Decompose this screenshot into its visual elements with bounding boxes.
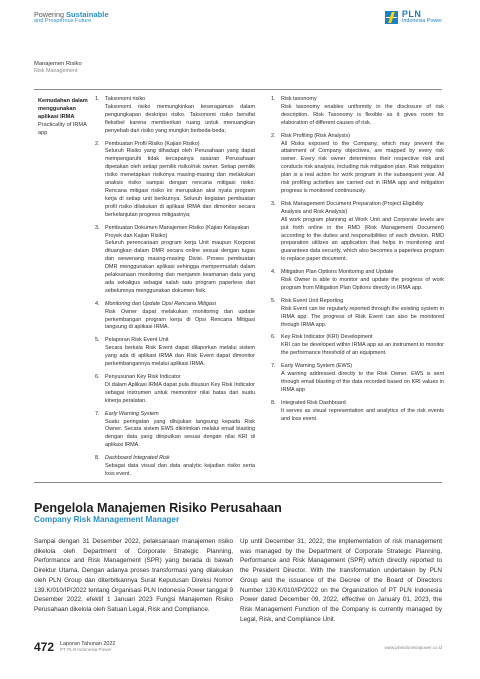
list-item: 7. Early Warning System (EWS) A warning addressed directly to the Risk Owner. EWS is sent through email blasting of the data recorded based on KRI values in IRMA app [271,363,444,393]
item-title: Monitoring dan Update Opsi Rencana Mitigasi [105,300,216,307]
item-title: Pelaporan Risk Event Unit [105,337,169,344]
item-title: Risk Profiling (Risk Analysis) [281,132,350,139]
item-title: Pembuatan Dokumen Manajemen Risiko (Kajian Kelayakan Proyek dan Kajian Risiko) [105,224,250,239]
list-item: 4. Monitoring dan Update Opsi Rencana Mitigasi Risk Owner dapat melakukan monitoring dan update perkembangan program kerja di Opsi Rencana Mitigasi langsung di aplikasi IRMA. [95,300,255,331]
company-name: PT PLN Indonesia Power [60,647,112,653]
website-link[interactable]: www.plnindonesiapower.co.id [384,645,442,650]
list-item: 6. Penyusunan Key Risk Indicator Di dalam Aplikasi IRMA dapat pula disusun Key Risk Indicator sebagai instrumen untuk memonitor nilai batas dari suatu kinerja peralatan. [95,374,255,404]
article-subtitle: Company Risk Management Manager [34,515,180,525]
section-title-id: Manajemen Risiko [34,61,82,67]
logo-name: PLN [401,9,422,19]
list-item: 2. Pembuatan Profil Risiko (Kajian Risiko) Seluruh Risiko yang dihadapi oleh Perusahaan yang dapat mempengaruhi tidak tercapainya sasaran Perusahaan dipetakan oleh setiap pemilik risiko/risk owner. Setiap pemilik risiko menetapkan risikonya masing-masing dan melakukan analisis risiko sampai dengan rencana mitigasi risiko. Rencana mitigasi risiko ini merupakan aksi nyata program kerja di setiap unit berikutnya. Seluruh kegiatan pembuatan profil risiko dilakukan di aplikasi IRMA dan dimonitor secara berkelanjutan progress mitigasinya; [95,140,255,218]
table-top-divider [34,89,442,90]
list-item: 5. Pelaporan Risk Event Unit Secara berkala Risk Event dapat dilaporkan melalui sistem yang ada di aplikasi IRMA dan Risk Event dapat dimonitor perkembangannya melalui aplikasi IRMA. [95,337,255,368]
list-item: 8. Dashboard Integrated Risk Sebagai data visual dan data analytic kejadian risiko serta loss event. [95,455,255,477]
item-desc: Seluruh perencanaan program kerja Unit maupun Korporat dituangkan dalam DMR secara online sesuai dengan tugas dan wewenang masing-masing Divisi. Proses pembuatan DMR menggunakan aplikasi sehingga mempermudah dalam pelaksanaan monitoring dan menjamin keamanan data yang ada sekaligus sebagai salah satu program paperless dari sebelumnya menggunakan dokumen fisik. [105,240,255,294]
item-title: Risk Event Unit Reporting [281,297,344,304]
item-desc: Risk Owner is able to monitor and update the progress of work program from Mitigation Plan Options directly in IRMA app. [281,277,444,291]
page-footer [34,640,115,654]
item-desc: KRI can be developed within IRMA app as an instrument to monitor the performance threshold of an equipment. [281,342,444,357]
item-title: Mitigation Plan Options Monitoring and Update [281,269,394,276]
list-item: 1. Risk taxonomy Risk taxonomy enables uniformity in the disclosure of risk description. Risk Taxonomy is flexible as it gives room for elaboration of different causes of risk. [271,96,444,126]
item-title: Pembuatan Profil Risiko (Kajian Risiko) [105,140,200,147]
item-title: Key Risk Indicator (KRI) Development [281,334,373,341]
list-item: 4. Mitigation Plan Options Monitoring and Update Risk Owner is able to monitor and update the progress of work program from Mitigation Plan Options directly in IRMA app. [271,269,444,291]
item-desc: Risk taxonomy enables uniformity in the disclosure of risk description. Risk Taxonomy is flexible as it gives room for elaboration of different causes of risk. [281,103,444,126]
list-item: 3. Risk Management Document Preparation (Project Eligibility Analysis and Risk Analysis) All work program planning at Work Unit and Corporate levels are put forth online in the RMD (Risk Management Document) according to the duties and responsibilities of each division. RMD preparation utilizes an application that helps in monitoring and guarantees data security, which also becomes a paperless program to replace paper document. [271,200,444,263]
section-title-en: Risk Management [34,68,78,75]
item-desc: Risk Event can be regularly reported through the existing system in IRMA app. The progress of Risk Event can also be monitored through IRMA app. [281,305,444,328]
item-title: Dashboard Integrated Risk [105,455,170,462]
indonesian-column [95,96,255,484]
list-item: 5. Risk Event Unit Reporting Risk Event can be regularly reported through the existing system in IRMA app. The progress of Risk Event can also be monitored through IRMA app. [271,297,444,328]
list-item: 6. Key Risk Indicator (KRI) Development KRI can be developed within IRMA app as an instrument to monitor the performance threshold of an equipment. [271,334,444,357]
table-bottom-divider [34,482,442,483]
paragraph-id: Sampai dengan 31 Desember 2022, pelaksanaan manajemen risiko dikelola oleh Department of Corporate Strategic Planning, Performance and Risk Management (SPR) yang berada di bawah Direktur Utama. Dengan adanya proses transformasi yang dilakukan oleh PLN Group dan diterbitkannya Surat Keputusan Direksi Nomor 139.K/010/IP/2022 tentang Organisasi PLN Indonesia Power tanggal 9 Desember 2022, efektif 1 Januari 2023 Fungsi Manajemen Risiko Perusahaan dikelola oleh Satuan Legal, Risk and Compliance. [34,538,233,613]
table-row-header [38,97,88,138]
item-desc: Sebagai data visual dan data analytic kejadian risiko serta loss event. [105,463,255,477]
item-desc: Seluruh Risiko yang dihadapi oleh Perusahaan yang dapat mempengaruhi tidak tercapainya sasaran Perusahaan dipetakan oleh setiap pemilik risiko/risk owner. Setiap pemilik risiko menetapkan risikonya masing-masing dan melakukan analisis risiko sampai dengan rencana mitigasi risiko. Rencana mitigasi risiko ini merupakan aksi nyata program kerja di setiap unit berikutnya. Seluruh kegiatan pembuatan profil risiko dilakukan di aplikasi IRMA dan dimonitor secara berkelanjutan progress mitigasinya; [105,148,255,218]
item-title: Risk taxonomy [281,96,317,102]
list-item: 7. Early Warning System Suatu peringatan yang ditujukan langsung kepada Risk Owner. Secara sistem EWS dikirimkan melalui email blasting dengan data yang diinputkan sesuai dengan nilai KRI di aplikasi IRMA. [95,410,255,449]
pln-logo-mark-icon [385,11,398,24]
brand-highlight: Sustainable [65,10,109,19]
article-heading [34,501,282,526]
brand-prefix: Powering [34,10,64,19]
report-title: Laporan Tahunan 2022 [60,641,116,647]
item-title: Early Warning System (EWS) [281,363,353,370]
item-desc: Suatu peringatan yang ditujukan langsung kepada Risk Owner. Secara sistem EWS dikirimkan melalui email blasting dengan data yang diinputkan sesuai dengan nilai KRI di aplikasi IRMA. [105,418,255,449]
item-desc: All Risks exposed to the Company, which may prevent the attainment of Company objectives, are mapped by every risk owner. Every risk owner determines their respective risk and conducts risk analysis, including risk mitigation plan. Risk mitigation plan is a real action for work program in the subsequent year. All risk profiling activities are carried out in IRMA app and mitigation progress is monitored continuously. [281,140,444,194]
brand-tagline [34,11,109,25]
item-desc: Di dalam Aplikasi IRMA dapat pula disusun Key Risk Indicator sebagai instrumen untuk memonitor nilai batas dari suatu kinerja peralatan. [105,381,255,404]
article-title: Pengelola Manajemen Risiko Perusahaan [34,501,282,515]
english-column [271,96,444,429]
item-desc: A warning addressed directly to the Risk Owner. EWS is sent through email blasting of the data recorded based on KRI values in IRMA app [281,371,444,393]
item-desc: Secara berkala Risk Event dapat dilaporkan melalui sistem yang ada di aplikasi IRMA dan Risk Event dapat dimonitor perkembangannya melalui aplikasi IRMA. [105,345,255,368]
item-title: Taksonomi risiko [105,96,146,102]
logo-subtitle: Indonesia Power [401,18,442,25]
page-number: 472 [34,640,55,654]
section-label [34,61,82,75]
item-desc: Taksonomi risiko memungkinkan keseragaman dalam pengungkapan deskripsi risiko. Taksonomi risiko bersifat fleksibel karena memberikan ruang untuk menuangkan penyebab dari risiko yang mungkin berbeda-beda; [105,103,255,134]
list-item: 2. Risk Profiling (Risk Analysis) All Risks exposed to the Company, which may prevent the attainment of Company objectives, are mapped by every risk owner. Every risk owner determines their respective risk and conducts risk analysis, including risk mitigation plan. Risk mitigation plan is a real action for work program in the subsequent year. All risk profiling activities are carried out in IRMA app and mitigation progress is monitored continuously. [271,132,444,194]
item-title: Risk Management Document Preparation (Project Eligibility Analysis and Risk Analysis) [281,200,424,215]
list-item: 1. Taksonomi risiko Taksonomi risiko memungkinkan keseragaman dalam pengungkapan deskripsi risiko. Taksonomi risiko bersifat fleksibel karena memberikan ruang untuk menuangkan penyebab dari risiko yang mungkin berbeda-beda; [95,96,255,134]
list-item: 3. Pembuatan Dokumen Manajemen Risiko (Kajian Kelayakan Proyek dan Kajian Risiko) Seluruh perencanaan program kerja Unit maupun Korporat dituangkan dalam DMR secara online sesuai dengan tugas dan wewenang masing-masing Divisi. Proses pembuatan DMR menggunakan aplikasi sehingga mempermudah dalam pelaksanaan monitoring dan menjamin keamanan data yang ada sekaligus sebagai salah satu program paperless dari sebelumnya menggunakan dokumen fisik. [95,224,255,294]
brand-subtagline: and Prosperous Future [34,17,92,24]
item-title: Penyusunan Key Risk Indicator [105,374,181,380]
item-desc: All work program planning at Work Unit and Corporate levels are put forth online in the RMD (Risk Management Document) according to the duties and responsibilities of each division. RMD preparation utilizes an application that helps in monitoring and guarantees data security, which also becomes a paperless program to replace paper document. [281,216,444,263]
paragraph-en: Up until December 31, 2022, the implementation of risk management was managed by the Department of Corporate Strategic Planning, Performance and Risk Management (SPR) which directly reported to the President Director. With the transformation undertaken by PLN Group and the issuance of the Decree of the Board of Directors Number 139.K/010/IP/2022 on the Organization of PT PLN Indonesia Power dated December 09, 2022, effective on January 01, 2023, the Risk Management Function of the Company is currently managed by Legal, Risk, and Compliance Unit. [240,538,442,623]
item-desc: Risk Owner dapat melakukan monitoring dan update perkembangan program kerja di Opsi Rencana Mitigasi langsung di aplikasi IRMA. [105,308,255,331]
row-title-id: Kemudahan dalam menggunakan aplikasi IRMA [38,98,88,121]
item-title: Integrated Risk Dashboard [281,399,346,406]
pln-logo [385,10,442,25]
item-desc: It serves as visual representation and analytics of the risk events and loss event. [281,407,444,422]
item-title: Early Warning System [105,410,159,417]
row-title-en: Practicality of IRMA app [38,122,87,137]
list-item: 8. Integrated Risk Dashboard It serves as visual representation and analytics of the risk events and loss event. [271,399,444,422]
